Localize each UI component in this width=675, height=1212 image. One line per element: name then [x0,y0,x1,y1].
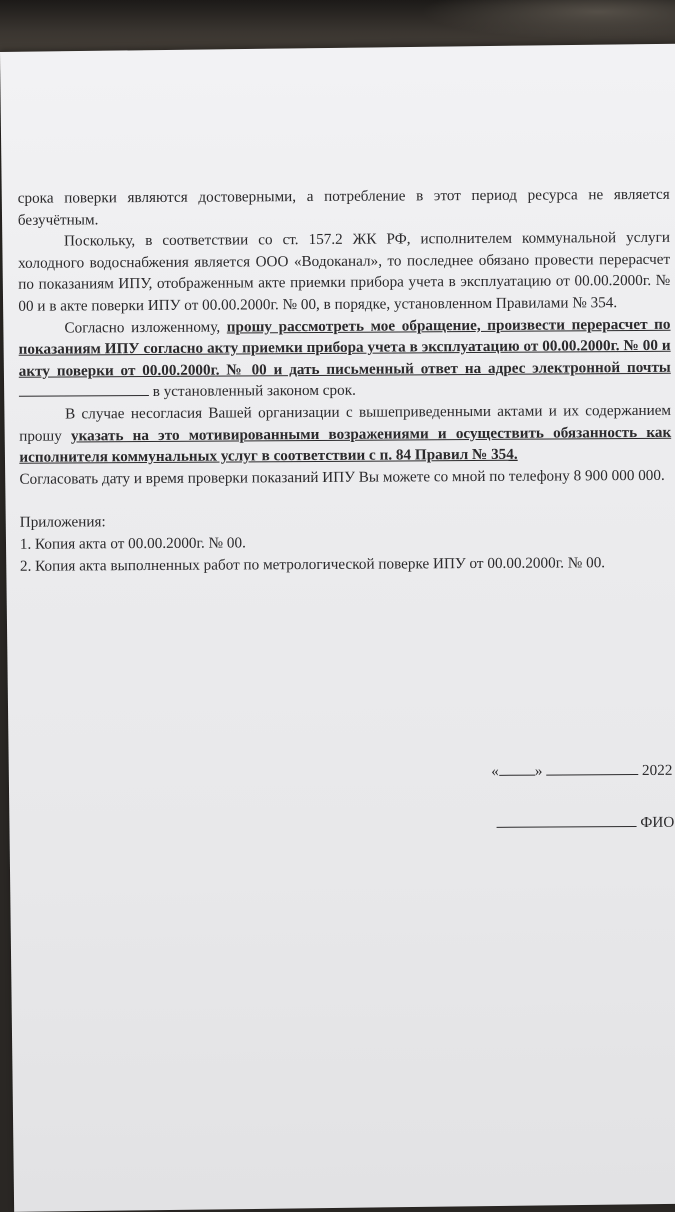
paragraph-recalculation-basis [18,227,671,317]
desk-glare [420,0,675,40]
document-body [17,184,675,832]
paragraph-disagreement [19,400,671,469]
paragraph-continuation [18,184,670,231]
paragraph-request [18,313,671,403]
request-intro: Согласно изложенному, [64,318,227,337]
date-signature-line [491,760,672,783]
date-quote-close: » [534,762,543,780]
attachment-item: 1. Копия акта от 00.00.2000г. № 00. [19,534,246,553]
paragraph-phone [19,465,671,491]
fio-signature-line [496,812,674,835]
phone-text: Согласовать дату и время проверки показаний ИПУ Вы можете со мной по телефону 8 900 000 000. [19,466,665,488]
attachments-title: Приложения: [19,513,106,532]
disagreement-bold-text: указать на это мотивированными возражениями и осуществить обязанность как исполнителя коммунальных услуг в соответствии с п. 84 Правил № 354. [19,423,672,466]
date-quote-open: « [491,762,499,780]
paper-sheet [0,43,675,1211]
attachment-item: 2. Копия акта выполненных работ по метрологической поверке ИПУ от 00.00.2000г. № 00. [19,553,606,575]
year-text: 2022 [641,761,673,779]
disagreement-intro: В случае несогласия Вашей организации с вышеприведенными актами и их содержанием прошу [19,401,672,445]
fio-label: ФИО [640,813,675,832]
paragraph-text: Поскольку, в соответствии со ст. 157.2 ЖК РФ, исполнителем коммунальной услуги холодного водоснабжения является ООО «Водоканал», то последнее обязано провести перерасчет по показаниям ИПУ, отображенным акте приемки прибора учета в эксплуатацию от 00.00.2000г. № 00 и в акте поверки ИПУ от 00.00.2000г. № 00, в порядке, установленном Правилами № 354. [18,228,671,315]
request-tail: в установленный законом срок. [148,382,356,401]
request-bold-text: прошу рассмотреть мое обращение, произвести перерасчет по показаниям ИПУ согласно акту приемки прибора учета в эксплуатацию от 00.00.2000г. № 00 и акту поверки от 00.00.2000г. № 00 и дать письменный ответ на адрес электронной почты [18,315,671,380]
signature-blank [496,814,636,828]
day-blank [499,763,535,776]
paragraph-text: срока поверки являются достоверными, а потребление в этот период ресурса не является безучётным. [17,185,670,229]
email-blank [19,383,149,397]
month-blank [546,762,638,776]
